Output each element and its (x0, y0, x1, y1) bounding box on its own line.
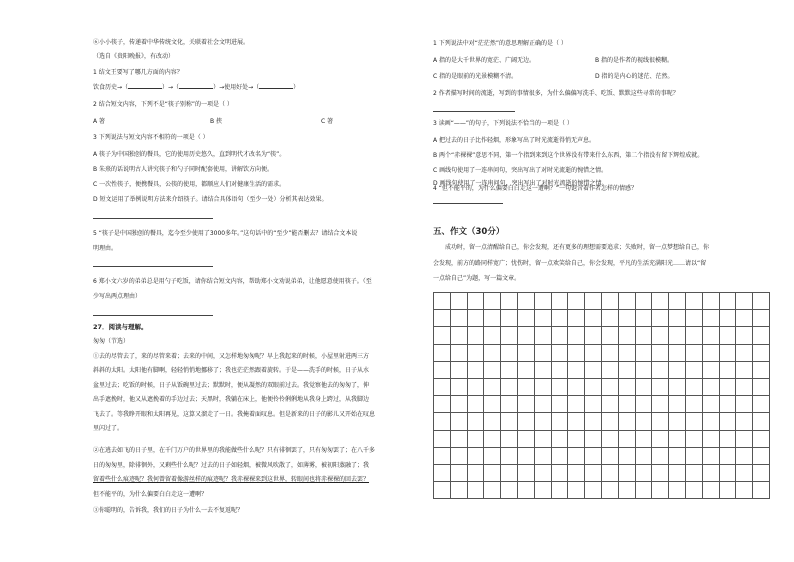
question-1: 1 结文王要写了哪几方面的内容？ (93, 69, 183, 76)
grid-cell[interactable] (434, 465, 451, 482)
grid-cell[interactable] (703, 431, 720, 448)
grid-cell[interactable] (552, 345, 569, 362)
grid-cell[interactable] (501, 482, 518, 499)
grid-cell[interactable] (669, 379, 686, 396)
grid-cell[interactable] (753, 396, 770, 413)
grid-cell[interactable] (535, 293, 552, 310)
grid-cell[interactable] (736, 413, 753, 430)
grid-cell[interactable] (736, 482, 753, 499)
grid-cell[interactable] (619, 465, 636, 482)
grid-cell[interactable] (468, 293, 485, 310)
grid-cell[interactable] (585, 465, 602, 482)
grid-cell[interactable] (585, 293, 602, 310)
grid-cell[interactable] (619, 362, 636, 379)
grid-cell[interactable] (669, 327, 686, 344)
grid-cell[interactable] (501, 345, 518, 362)
grid-cell[interactable] (669, 345, 686, 362)
grid-cell[interactable] (468, 327, 485, 344)
reading-question-3-option-c[interactable]: C 画线句使用了一连串问句，突出写出了对时光流逝的惋惜之情。 (433, 167, 608, 174)
grid-cell[interactable] (720, 448, 737, 465)
grid-cell[interactable] (568, 482, 585, 499)
grid-cell[interactable] (736, 310, 753, 327)
reading-question-1: 1 下列说法中对“茫茫然”的意思理解正确的是（ ） (433, 40, 567, 47)
passage-line: 盆里过去；吃饭的时候，日子从饭碗里过去；默默时，便从凝然的双眼前过去。我觉察他去的匆匆了，伸 (93, 382, 370, 389)
grid-cell[interactable] (720, 345, 737, 362)
grid-cell[interactable] (736, 362, 753, 379)
passage-line: ①去的尽管去了，来的尽管来着；去来的中间，又怎样地匆匆呢？早上我起来的时候，小屋里射进两三方 (93, 353, 370, 360)
grid-cell[interactable] (652, 310, 669, 327)
grid-cell[interactable] (451, 310, 468, 327)
passage-line: ③你聪明的，告诉我，我们的日子为什么一去不复返呢？ (93, 507, 244, 514)
grid-cell[interactable] (535, 362, 552, 379)
grid-cell[interactable] (518, 310, 535, 327)
question-2-option-c[interactable]: C 箸 (321, 118, 334, 125)
grid-cell[interactable] (434, 310, 451, 327)
grid-cell[interactable] (518, 293, 535, 310)
intro-line-1: ⑥小小筷子，传递着中华传统文化，关联着社会文明进展。 (93, 39, 250, 46)
grid-cell[interactable] (468, 310, 485, 327)
grid-cell[interactable] (602, 293, 619, 310)
grid-cell[interactable] (552, 482, 569, 499)
grid-cell[interactable] (652, 396, 669, 413)
grid-cell[interactable] (619, 396, 636, 413)
grid-cell[interactable] (602, 310, 619, 327)
grid-cell[interactable] (484, 310, 501, 327)
grid-cell[interactable] (518, 431, 535, 448)
grid-cell[interactable] (686, 482, 703, 499)
answer-blank[interactable] (259, 83, 293, 89)
grid-cell[interactable] (652, 448, 669, 465)
grid-cell[interactable] (434, 379, 451, 396)
grid-cell[interactable] (501, 396, 518, 413)
grid-cell[interactable] (501, 293, 518, 310)
grid-cell[interactable] (736, 448, 753, 465)
grid-cell[interactable] (703, 293, 720, 310)
grid-cell[interactable] (585, 310, 602, 327)
grid-cell[interactable] (451, 379, 468, 396)
grid-cell[interactable] (753, 431, 770, 448)
grid-cell[interactable] (619, 327, 636, 344)
grid-cell[interactable] (568, 379, 585, 396)
grid-cell[interactable] (652, 465, 669, 482)
grid-cell[interactable] (451, 396, 468, 413)
grid-cell[interactable] (753, 362, 770, 379)
grid-cell[interactable] (535, 431, 552, 448)
grid-cell[interactable] (686, 379, 703, 396)
grid-cell[interactable] (434, 431, 451, 448)
grid-cell[interactable] (602, 362, 619, 379)
grid-cell[interactable] (652, 345, 669, 362)
grid-cell[interactable] (535, 310, 552, 327)
passage-line: 但不能平的，为什么偏要白白走这一遭啊？ (93, 491, 208, 498)
grid-cell[interactable] (552, 327, 569, 344)
grid-cell[interactable] (518, 327, 535, 344)
grid-cell[interactable] (636, 431, 653, 448)
question-6-line-1: 6 郑小文六岁的弟弟总是用勺子吃饭，请你结合短文内容，帮助郑小文劝说弟弟，让他愿意使用筷子。（至 (93, 278, 372, 285)
question-3-option-d[interactable]: D 短文运用了举例说明方法来介绍筷子。请结合具体语句（至少一处）分析其表达效果。 (93, 196, 328, 203)
grid-cell[interactable] (669, 293, 686, 310)
question-3-option-c[interactable]: C 一次性筷子，便携餐具，公筷的使用，都顺应人们对健康生活的需求。 (93, 181, 286, 188)
grid-cell[interactable] (619, 345, 636, 362)
grid-cell[interactable] (602, 345, 619, 362)
question-6-line-2: 少写出两点理由） (93, 293, 142, 300)
writing-prompt-line-2: 会发现，前方的路同样宽广；忧伤时，留一点欢笑给自己，你会发现，平凡的生活充满阳光……请以“留 (433, 260, 707, 267)
grid-cell[interactable] (434, 448, 451, 465)
reading-question-4: 4 “但不能平的，为什么偏要白白走这一遭啊？”一句饱含着作者怎样的情感？ (433, 185, 637, 192)
grid-cell[interactable] (720, 413, 737, 430)
grid-cell[interactable] (703, 310, 720, 327)
grid-cell[interactable] (753, 345, 770, 362)
grid-cell[interactable] (636, 310, 653, 327)
question-5-line-1: 5 “筷子是中国独创的餐具，迄今至少使用了3000多年。”这句话中的“至少”能否删去？请结合文本说 (93, 230, 358, 237)
grid-cell[interactable] (434, 482, 451, 499)
question-1-fill: 饮食历史→（ ）→（ ）→使用好处→（ ） (93, 84, 300, 91)
reading-question-3-option-a[interactable]: A 把过去的日子比作轻烟，形象写出了时光流逝得悄无声息。 (433, 137, 596, 144)
grid-cell[interactable] (434, 362, 451, 379)
grid-cell[interactable] (619, 310, 636, 327)
grid-cell[interactable] (552, 413, 569, 430)
grid-cell[interactable] (451, 362, 468, 379)
grid-cell[interactable] (736, 465, 753, 482)
grid-cell[interactable] (636, 379, 653, 396)
grid-cell[interactable] (736, 293, 753, 310)
grid-cell[interactable] (703, 362, 720, 379)
grid-cell[interactable] (736, 379, 753, 396)
grid-cell[interactable] (636, 327, 653, 344)
grid-cell[interactable] (468, 379, 485, 396)
grid-cell[interactable] (720, 379, 737, 396)
question-2: 2 结合短文内容，下列不是“筷子别称”的一项是（ ） (93, 101, 233, 108)
grid-cell[interactable] (669, 482, 686, 499)
grid-cell[interactable] (703, 413, 720, 430)
answer-line[interactable] (93, 315, 213, 316)
grid-cell[interactable] (568, 396, 585, 413)
grid-cell[interactable] (686, 327, 703, 344)
grid-cell[interactable] (451, 431, 468, 448)
grid-cell[interactable] (585, 482, 602, 499)
grid-cell[interactable] (753, 310, 770, 327)
grid-cell[interactable] (552, 448, 569, 465)
grid-cell[interactable] (703, 465, 720, 482)
grid-cell[interactable] (501, 362, 518, 379)
grid-cell[interactable] (451, 465, 468, 482)
grid-cell[interactable] (468, 448, 485, 465)
answer-line[interactable] (433, 111, 515, 112)
grid-cell[interactable] (484, 396, 501, 413)
grid-cell[interactable] (568, 465, 585, 482)
grid-cell[interactable] (451, 448, 468, 465)
grid-cell[interactable] (535, 465, 552, 482)
grid-cell[interactable] (568, 293, 585, 310)
grid-cell[interactable] (736, 345, 753, 362)
grid-cell[interactable] (484, 482, 501, 499)
grid-cell[interactable] (652, 413, 669, 430)
reading-question-1-option-b[interactable]: B 指的是作者的视线很模糊。 (595, 57, 674, 64)
grid-cell[interactable] (451, 482, 468, 499)
question-2-option-a[interactable]: A 箸 (93, 118, 106, 125)
reading-question-1-option-a[interactable]: A 指的是大千世界的宽茫、广阔无边。 (433, 57, 536, 64)
grid-cell[interactable] (518, 482, 535, 499)
grid-cell[interactable] (619, 431, 636, 448)
passage-line-underlined: 留着些什么痕迹呢？我何曾留着像游丝样的痕迹呢？我赤裸裸来到这世界，转眼间也将赤裸裸的回去罢？ (93, 476, 370, 483)
grid-cell[interactable] (669, 431, 686, 448)
grid-cell[interactable] (568, 310, 585, 327)
grid-cell[interactable] (535, 379, 552, 396)
grid-cell[interactable] (720, 293, 737, 310)
grid-cell[interactable] (636, 482, 653, 499)
grid-cell[interactable] (753, 379, 770, 396)
grid-cell[interactable] (451, 293, 468, 310)
grid-cell[interactable] (619, 448, 636, 465)
grid-cell[interactable] (568, 362, 585, 379)
writing-prompt-line-1: 成功时，留一点清醒给自己，你会发现，还有更多的理想需要追求；失败时，留一点梦想给自己，你 (445, 244, 710, 251)
grid-cell[interactable] (552, 310, 569, 327)
grid-cell[interactable] (451, 345, 468, 362)
grid-cell[interactable] (753, 413, 770, 430)
grid-cell[interactable] (720, 482, 737, 499)
answer-blank[interactable] (179, 83, 213, 89)
grid-cell[interactable] (669, 448, 686, 465)
grid-cell[interactable] (434, 345, 451, 362)
grid-cell[interactable] (434, 293, 451, 310)
grid-cell[interactable] (703, 396, 720, 413)
grid-cell[interactable] (585, 431, 602, 448)
grid-cell[interactable] (518, 345, 535, 362)
grid-cell[interactable] (636, 448, 653, 465)
grid-cell[interactable] (518, 396, 535, 413)
passage-line: 飞去了。等我睁开眼和太阳再见，这算又溜走了一日。我掩着面叹息。但是新来的日子的影儿又开始在叹息 (93, 411, 376, 418)
grid-cell[interactable] (720, 431, 737, 448)
grid-cell[interactable] (552, 396, 569, 413)
grid-cell[interactable] (686, 293, 703, 310)
grid-cell[interactable] (703, 482, 720, 499)
grid-cell[interactable] (753, 465, 770, 482)
reading-question-1-option-d[interactable]: D 指的是内心的迷茫、茫然。 (595, 73, 674, 80)
grid-cell[interactable] (669, 413, 686, 430)
grid-cell[interactable] (518, 379, 535, 396)
grid-cell[interactable] (552, 379, 569, 396)
grid-cell[interactable] (636, 362, 653, 379)
grid-cell[interactable] (518, 465, 535, 482)
grid-cell[interactable] (468, 431, 485, 448)
grid-cell[interactable] (686, 362, 703, 379)
grid-cell[interactable] (720, 327, 737, 344)
grid-cell[interactable] (468, 362, 485, 379)
grid-cell[interactable] (552, 431, 569, 448)
passage-line: 斜斜的太阳。太阳他有脚啊，轻轻悄悄地挪移了；我也茫茫然跟着旋转。于是——洗手的时候，日子从水 (93, 367, 370, 374)
grid-cell[interactable] (703, 448, 720, 465)
reading-question-2: 2 作者描写时间的流逝，写到的事情很多，为什么偏偏写洗手、吃饭、默默这些寻常的事呢？ (433, 90, 679, 97)
grid-cell[interactable] (568, 327, 585, 344)
grid-cell[interactable] (736, 396, 753, 413)
grid-cell[interactable] (518, 448, 535, 465)
passage-line: 里闪过了。 (93, 425, 124, 432)
grid-cell[interactable] (720, 465, 737, 482)
grid-cell[interactable] (703, 345, 720, 362)
grid-cell[interactable] (636, 345, 653, 362)
grid-cell[interactable] (535, 396, 552, 413)
reading-question-3-option-d[interactable]: D 画线句使用了一连串问句，突出写出了对时光流逝的惋惜之情。 (433, 180, 608, 187)
grid-cell[interactable] (451, 413, 468, 430)
grid-cell[interactable] (535, 327, 552, 344)
grid-cell[interactable] (484, 465, 501, 482)
grid-cell[interactable] (585, 396, 602, 413)
grid-cell[interactable] (501, 465, 518, 482)
grid-cell[interactable] (602, 482, 619, 499)
grid-cell[interactable] (585, 327, 602, 344)
grid-cell[interactable] (501, 413, 518, 430)
grid-cell[interactable] (636, 465, 653, 482)
grid-cell[interactable] (484, 345, 501, 362)
grid-cell[interactable] (434, 327, 451, 344)
grid-cell[interactable] (434, 413, 451, 430)
grid-cell[interactable] (602, 465, 619, 482)
grid-cell[interactable] (518, 413, 535, 430)
grid-cell[interactable] (585, 448, 602, 465)
grid-cell[interactable] (636, 413, 653, 430)
grid-cell[interactable] (686, 413, 703, 430)
writing-prompt-line-3: 一点给自己”为题，写一篇文章。 (433, 275, 521, 282)
grid-cell[interactable] (585, 413, 602, 430)
grid-cell[interactable] (484, 413, 501, 430)
answer-line[interactable] (93, 218, 213, 219)
grid-cell[interactable] (451, 327, 468, 344)
grid-cell[interactable] (636, 293, 653, 310)
grid-cell[interactable] (602, 431, 619, 448)
grid-cell[interactable] (585, 345, 602, 362)
grid-cell[interactable] (669, 310, 686, 327)
grid-cell[interactable] (619, 379, 636, 396)
passage-line: 日的匆匆里，除徘徊外，又剩些什么呢？过去的日子如轻烟，被微风吹散了，如薄雾，被初阳蒸融了；我 (93, 462, 370, 469)
grid-cell[interactable] (568, 431, 585, 448)
essay-title: 匆匆（节选） (93, 338, 130, 345)
grid-cell[interactable] (686, 345, 703, 362)
grid-cell[interactable] (686, 396, 703, 413)
grid-cell[interactable] (468, 413, 485, 430)
grid-cell[interactable] (552, 293, 569, 310)
grid-cell[interactable] (518, 362, 535, 379)
answer-blank[interactable] (128, 83, 162, 89)
grid-cell[interactable] (736, 431, 753, 448)
question-2-option-b[interactable]: B 挟 (210, 118, 223, 125)
grid-cell[interactable] (753, 482, 770, 499)
grid-cell[interactable] (753, 448, 770, 465)
answer-line[interactable] (433, 203, 503, 204)
grid-cell[interactable] (535, 482, 552, 499)
grid-cell[interactable] (468, 465, 485, 482)
grid-cell[interactable] (669, 465, 686, 482)
grid-cell[interactable] (484, 293, 501, 310)
grid-cell[interactable] (484, 448, 501, 465)
grid-cell[interactable] (720, 362, 737, 379)
grid-cell[interactable] (652, 431, 669, 448)
answer-line[interactable] (93, 266, 213, 267)
grid-cell[interactable] (535, 413, 552, 430)
question-3: 3 下列说法与短文内容不相符的一项是（ ） (93, 134, 209, 141)
question-5-line-2: 明理由。 (93, 245, 118, 252)
question-3-option-a[interactable]: A 筷子为中国独创的餐具，它的使用历史悠久，直到明代才改名为“筷”。 (93, 151, 286, 158)
grid-cell[interactable] (652, 379, 669, 396)
grid-cell[interactable] (652, 293, 669, 310)
grid-cell[interactable] (552, 465, 569, 482)
grid-cell[interactable] (468, 345, 485, 362)
grid-cell[interactable] (753, 327, 770, 344)
grid-cell[interactable] (753, 293, 770, 310)
grid-cell[interactable] (602, 379, 619, 396)
grid-cell[interactable] (501, 448, 518, 465)
grid-cell[interactable] (619, 482, 636, 499)
reading-question-1-option-c[interactable]: C 指的是眼前的光景模糊不清。 (433, 73, 518, 80)
grid-cell[interactable] (636, 396, 653, 413)
reading-question-3: 3 读画“——”的句子，下列说法不恰当的一项是（ ） (433, 120, 573, 127)
grid-cell[interactable] (501, 327, 518, 344)
grid-cell[interactable] (568, 413, 585, 430)
section-27-heading: 27．阅读与理解。 (93, 323, 148, 331)
grid-cell[interactable] (552, 362, 569, 379)
grid-cell[interactable] (686, 431, 703, 448)
source-note: （选自《贵阳晚报》，有改动） (93, 53, 175, 60)
grid-cell[interactable] (736, 327, 753, 344)
grid-cell[interactable] (686, 310, 703, 327)
grid-cell[interactable] (602, 396, 619, 413)
grid-cell[interactable] (619, 293, 636, 310)
reading-question-3-option-b[interactable]: B 两个“赤裸裸”意思不同，第一个指到来到这个世界没有带来什么东西，第二个指没有留下辉煌成就。 (433, 152, 704, 159)
section-5-heading: 五、作文（30分） (433, 227, 505, 237)
grid-cell[interactable] (535, 448, 552, 465)
grid-cell[interactable] (686, 465, 703, 482)
grid-cell[interactable] (484, 327, 501, 344)
grid-cell[interactable] (501, 431, 518, 448)
passage-line: 出手遮挽时，他又从遮挽着的手边过去；天黑时，我躺在床上，他便伶伶俐俐地从我身上跨过，从我脚边 (93, 396, 370, 403)
grid-cell[interactable] (720, 396, 737, 413)
grid-cell[interactable] (484, 362, 501, 379)
grid-cell[interactable] (568, 345, 585, 362)
grid-cell[interactable] (703, 327, 720, 344)
grid-cell[interactable] (434, 396, 451, 413)
grid-cell[interactable] (703, 379, 720, 396)
grid-cell[interactable] (652, 482, 669, 499)
grid-cell[interactable] (468, 482, 485, 499)
grid-cell[interactable] (501, 379, 518, 396)
grid-cell[interactable] (585, 362, 602, 379)
grid-cell[interactable] (535, 345, 552, 362)
grid-cell[interactable] (669, 362, 686, 379)
grid-cell[interactable] (720, 310, 737, 327)
composition-grid[interactable] (433, 292, 770, 499)
grid-cell[interactable] (602, 413, 619, 430)
grid-cell[interactable] (602, 448, 619, 465)
grid-cell[interactable] (568, 448, 585, 465)
grid-cell[interactable] (585, 379, 602, 396)
grid-cell[interactable] (652, 362, 669, 379)
grid-cell[interactable] (484, 379, 501, 396)
grid-cell[interactable] (652, 327, 669, 344)
grid-cell[interactable] (602, 327, 619, 344)
grid-cell[interactable] (619, 413, 636, 430)
grid-cell[interactable] (484, 431, 501, 448)
grid-cell[interactable] (669, 396, 686, 413)
passage-line: ②在逃去如飞的日子里，在千门万户的世界里的我能做些什么呢？只有徘徊罢了，只有匆匆罢了；在八千多 (93, 447, 376, 454)
grid-cell[interactable] (686, 448, 703, 465)
question-3-option-b[interactable]: B 朱熹的话说明古人讲究筷子和勺子同时配套使用，讲解饮方向便。 (93, 166, 274, 173)
grid-cell[interactable] (501, 310, 518, 327)
grid-cell[interactable] (468, 396, 485, 413)
